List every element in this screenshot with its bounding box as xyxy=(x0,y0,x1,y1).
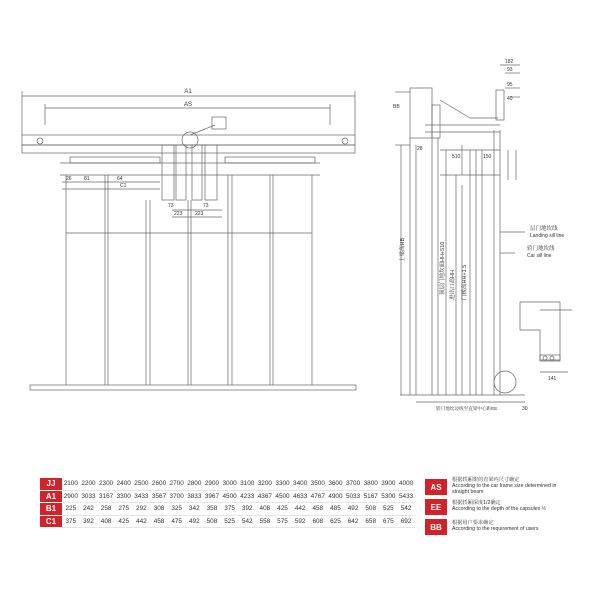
table-cell: 2400 xyxy=(115,478,133,490)
table-cell: 492 xyxy=(185,515,203,528)
table-cell: 3700 xyxy=(168,490,186,503)
table-cell: 275 xyxy=(115,503,133,516)
table-cell: 4900 xyxy=(327,490,345,503)
table-cell: 508 xyxy=(362,503,380,516)
landing-sill-en: Landing sill line xyxy=(530,233,565,239)
table-cell: 4367 xyxy=(256,490,274,503)
dim-73a-label: 73 xyxy=(168,203,174,209)
table-cell: 558 xyxy=(256,515,274,528)
vert-opening-label: 进出口高HH xyxy=(450,270,456,300)
table-cell: 2900 xyxy=(203,478,221,490)
table-cell: 592 xyxy=(291,515,309,528)
table-cell: 5300 xyxy=(380,490,398,503)
vert-top-beam-label: 上梁高HB xyxy=(400,237,406,262)
table-cell: 292 xyxy=(133,503,151,516)
table-cell: 3700 xyxy=(344,478,362,490)
table-cell: 675 xyxy=(380,515,398,528)
table-cell: 225 xyxy=(62,503,80,516)
legend-code: EE xyxy=(425,499,447,515)
dim-64-label: 64 xyxy=(117,176,123,182)
table-row xyxy=(40,478,415,490)
legend-item xyxy=(425,498,565,516)
dim-c1-label: C1 xyxy=(120,183,127,189)
row-code: JJ xyxy=(40,478,62,490)
legend xyxy=(425,478,565,538)
dim-150-label: 150 xyxy=(483,154,492,160)
table-cell: 458 xyxy=(150,515,168,528)
dim-a1-label: A1 xyxy=(184,89,192,95)
table-cell: 308 xyxy=(150,503,168,516)
row-code: C1 xyxy=(40,515,62,528)
table-row xyxy=(40,515,415,528)
table-cell: 3167 xyxy=(97,490,115,503)
table-row xyxy=(40,503,415,516)
table-cell: 525 xyxy=(221,515,239,528)
table-cell: 392 xyxy=(238,503,256,516)
legend-code: BB xyxy=(425,519,447,535)
table-cell: 325 xyxy=(168,503,186,516)
table-cell: 475 xyxy=(168,515,186,528)
bottom-ee-label: 轿门地坎边线至直梁中心距EE xyxy=(436,406,498,411)
row-code: B1 xyxy=(40,503,62,516)
dim-95-label: 95 xyxy=(507,82,513,88)
dim-93-label: 93 xyxy=(507,67,513,73)
table-cell: 3400 xyxy=(291,478,309,490)
table-cell: 425 xyxy=(115,515,133,528)
table-cell: 2800 xyxy=(185,478,203,490)
table-cell: 625 xyxy=(327,515,345,528)
legend-item xyxy=(425,518,565,536)
car-sill-en: Car sill line xyxy=(527,253,552,259)
table-cell: 3900 xyxy=(380,478,398,490)
legend-text xyxy=(447,501,546,512)
legend-en1: According to the depth of the capsules ½ xyxy=(452,506,547,512)
legend-item xyxy=(425,478,565,496)
dim-28-label: 28 xyxy=(417,146,423,152)
table-cell: 3300 xyxy=(274,478,292,490)
legend-zh: 根据轿厢深度1/2确定 xyxy=(452,500,501,507)
table-cell: 375 xyxy=(62,515,80,528)
table-cell: 5433 xyxy=(397,490,415,503)
legend-en1: According to the car frame size determined in xyxy=(452,483,557,490)
table-cell: 608 xyxy=(309,515,327,528)
legend-en2: straight beam xyxy=(452,488,484,495)
dim-81-label: 81 xyxy=(84,176,90,182)
table-cell: 5167 xyxy=(362,490,380,503)
legend-code: AS xyxy=(425,479,447,495)
legend-text xyxy=(447,478,556,495)
table-cell: 3033 xyxy=(80,490,98,503)
table-cell: 2500 xyxy=(133,478,151,490)
dim-40-label: 40 xyxy=(507,96,513,102)
table-cell: 4233 xyxy=(238,490,256,503)
table-cell: 3200 xyxy=(256,478,274,490)
table-cell: 2900 xyxy=(62,490,80,503)
dim-223a-label: 223 xyxy=(174,211,183,217)
table-cell: 3300 xyxy=(115,490,133,503)
table-cell: 485 xyxy=(327,503,345,516)
legend-en1: According to the requirement of users xyxy=(452,526,539,532)
table-cell: 658 xyxy=(362,515,380,528)
table-cell: 492 xyxy=(344,503,362,516)
table-cell: 2200 xyxy=(80,478,98,490)
spec-table xyxy=(40,478,415,528)
table-cell: 392 xyxy=(80,515,98,528)
table-cell: 5033 xyxy=(344,490,362,503)
dim-223b-label: 223 xyxy=(195,211,204,217)
table-cell: 2100 xyxy=(62,478,80,490)
table-cell: 525 xyxy=(380,503,398,516)
table-cell: 258 xyxy=(97,503,115,516)
table-cell: 3833 xyxy=(185,490,203,503)
table-cell: 3567 xyxy=(150,490,168,503)
table-cell: 542 xyxy=(397,503,415,516)
table-cell: 4500 xyxy=(221,490,239,503)
legend-zh: 根据用户要求确定 xyxy=(452,520,494,527)
table-cell: 408 xyxy=(256,503,274,516)
legend-text xyxy=(447,521,539,532)
table-row xyxy=(40,490,415,503)
row-code: A1 xyxy=(40,490,62,503)
table-cell: 4767 xyxy=(309,490,327,503)
table-cell: 242 xyxy=(80,503,98,516)
table-cell: 2700 xyxy=(168,478,186,490)
table-cell: 3600 xyxy=(327,478,345,490)
table-cell: 4500 xyxy=(274,490,292,503)
table-cell: 3800 xyxy=(362,478,380,490)
vert-door-label: 门板高HH+1.5 xyxy=(462,264,468,300)
dim-bb-label: BB xyxy=(393,104,400,110)
table-cell: 408 xyxy=(97,515,115,528)
table-cell: 508 xyxy=(203,515,221,528)
table-cell: 692 xyxy=(397,515,415,528)
table-cell: 442 xyxy=(133,515,151,528)
dim-141-label: 141 xyxy=(548,376,557,382)
table-cell: 2600 xyxy=(150,478,168,490)
table-cell: 542 xyxy=(238,515,256,528)
table-cell: 3100 xyxy=(238,478,256,490)
dim-30-label: 30 xyxy=(522,406,528,412)
vert-top-floor-label: 顶层门地坎面HH+510 xyxy=(440,241,446,295)
table-cell: 2300 xyxy=(97,478,115,490)
table-cell: 3500 xyxy=(309,478,327,490)
table-cell: 4633 xyxy=(291,490,309,503)
table-cell: 4000 xyxy=(397,478,415,490)
table-cell: 575 xyxy=(274,515,292,528)
car-sill-zh: 轿门地坎线 xyxy=(527,246,555,252)
dim-as-label: AS xyxy=(183,102,193,108)
dim-182-label: 182 xyxy=(505,59,514,65)
table-cell: 358 xyxy=(203,503,221,516)
table-cell: 342 xyxy=(185,503,203,516)
table-cell: 3000 xyxy=(221,478,239,490)
table-cell: 3433 xyxy=(133,490,151,503)
table-cell: 442 xyxy=(291,503,309,516)
table-cell: 3967 xyxy=(203,490,221,503)
dim-73b-label: 73 xyxy=(203,203,209,209)
landing-sill-zh: 层门地坎线 xyxy=(530,226,558,232)
table-cell: 425 xyxy=(274,503,292,516)
dim-510-label: 510 xyxy=(452,154,461,160)
dim-26-label: 26 xyxy=(66,176,72,182)
table-cell: 375 xyxy=(221,503,239,516)
legend-zh: 根据轿厢架的直梁内尺寸确定 xyxy=(452,477,520,484)
table-cell: 642 xyxy=(344,515,362,528)
table-cell: 458 xyxy=(309,503,327,516)
front-view xyxy=(22,91,356,390)
